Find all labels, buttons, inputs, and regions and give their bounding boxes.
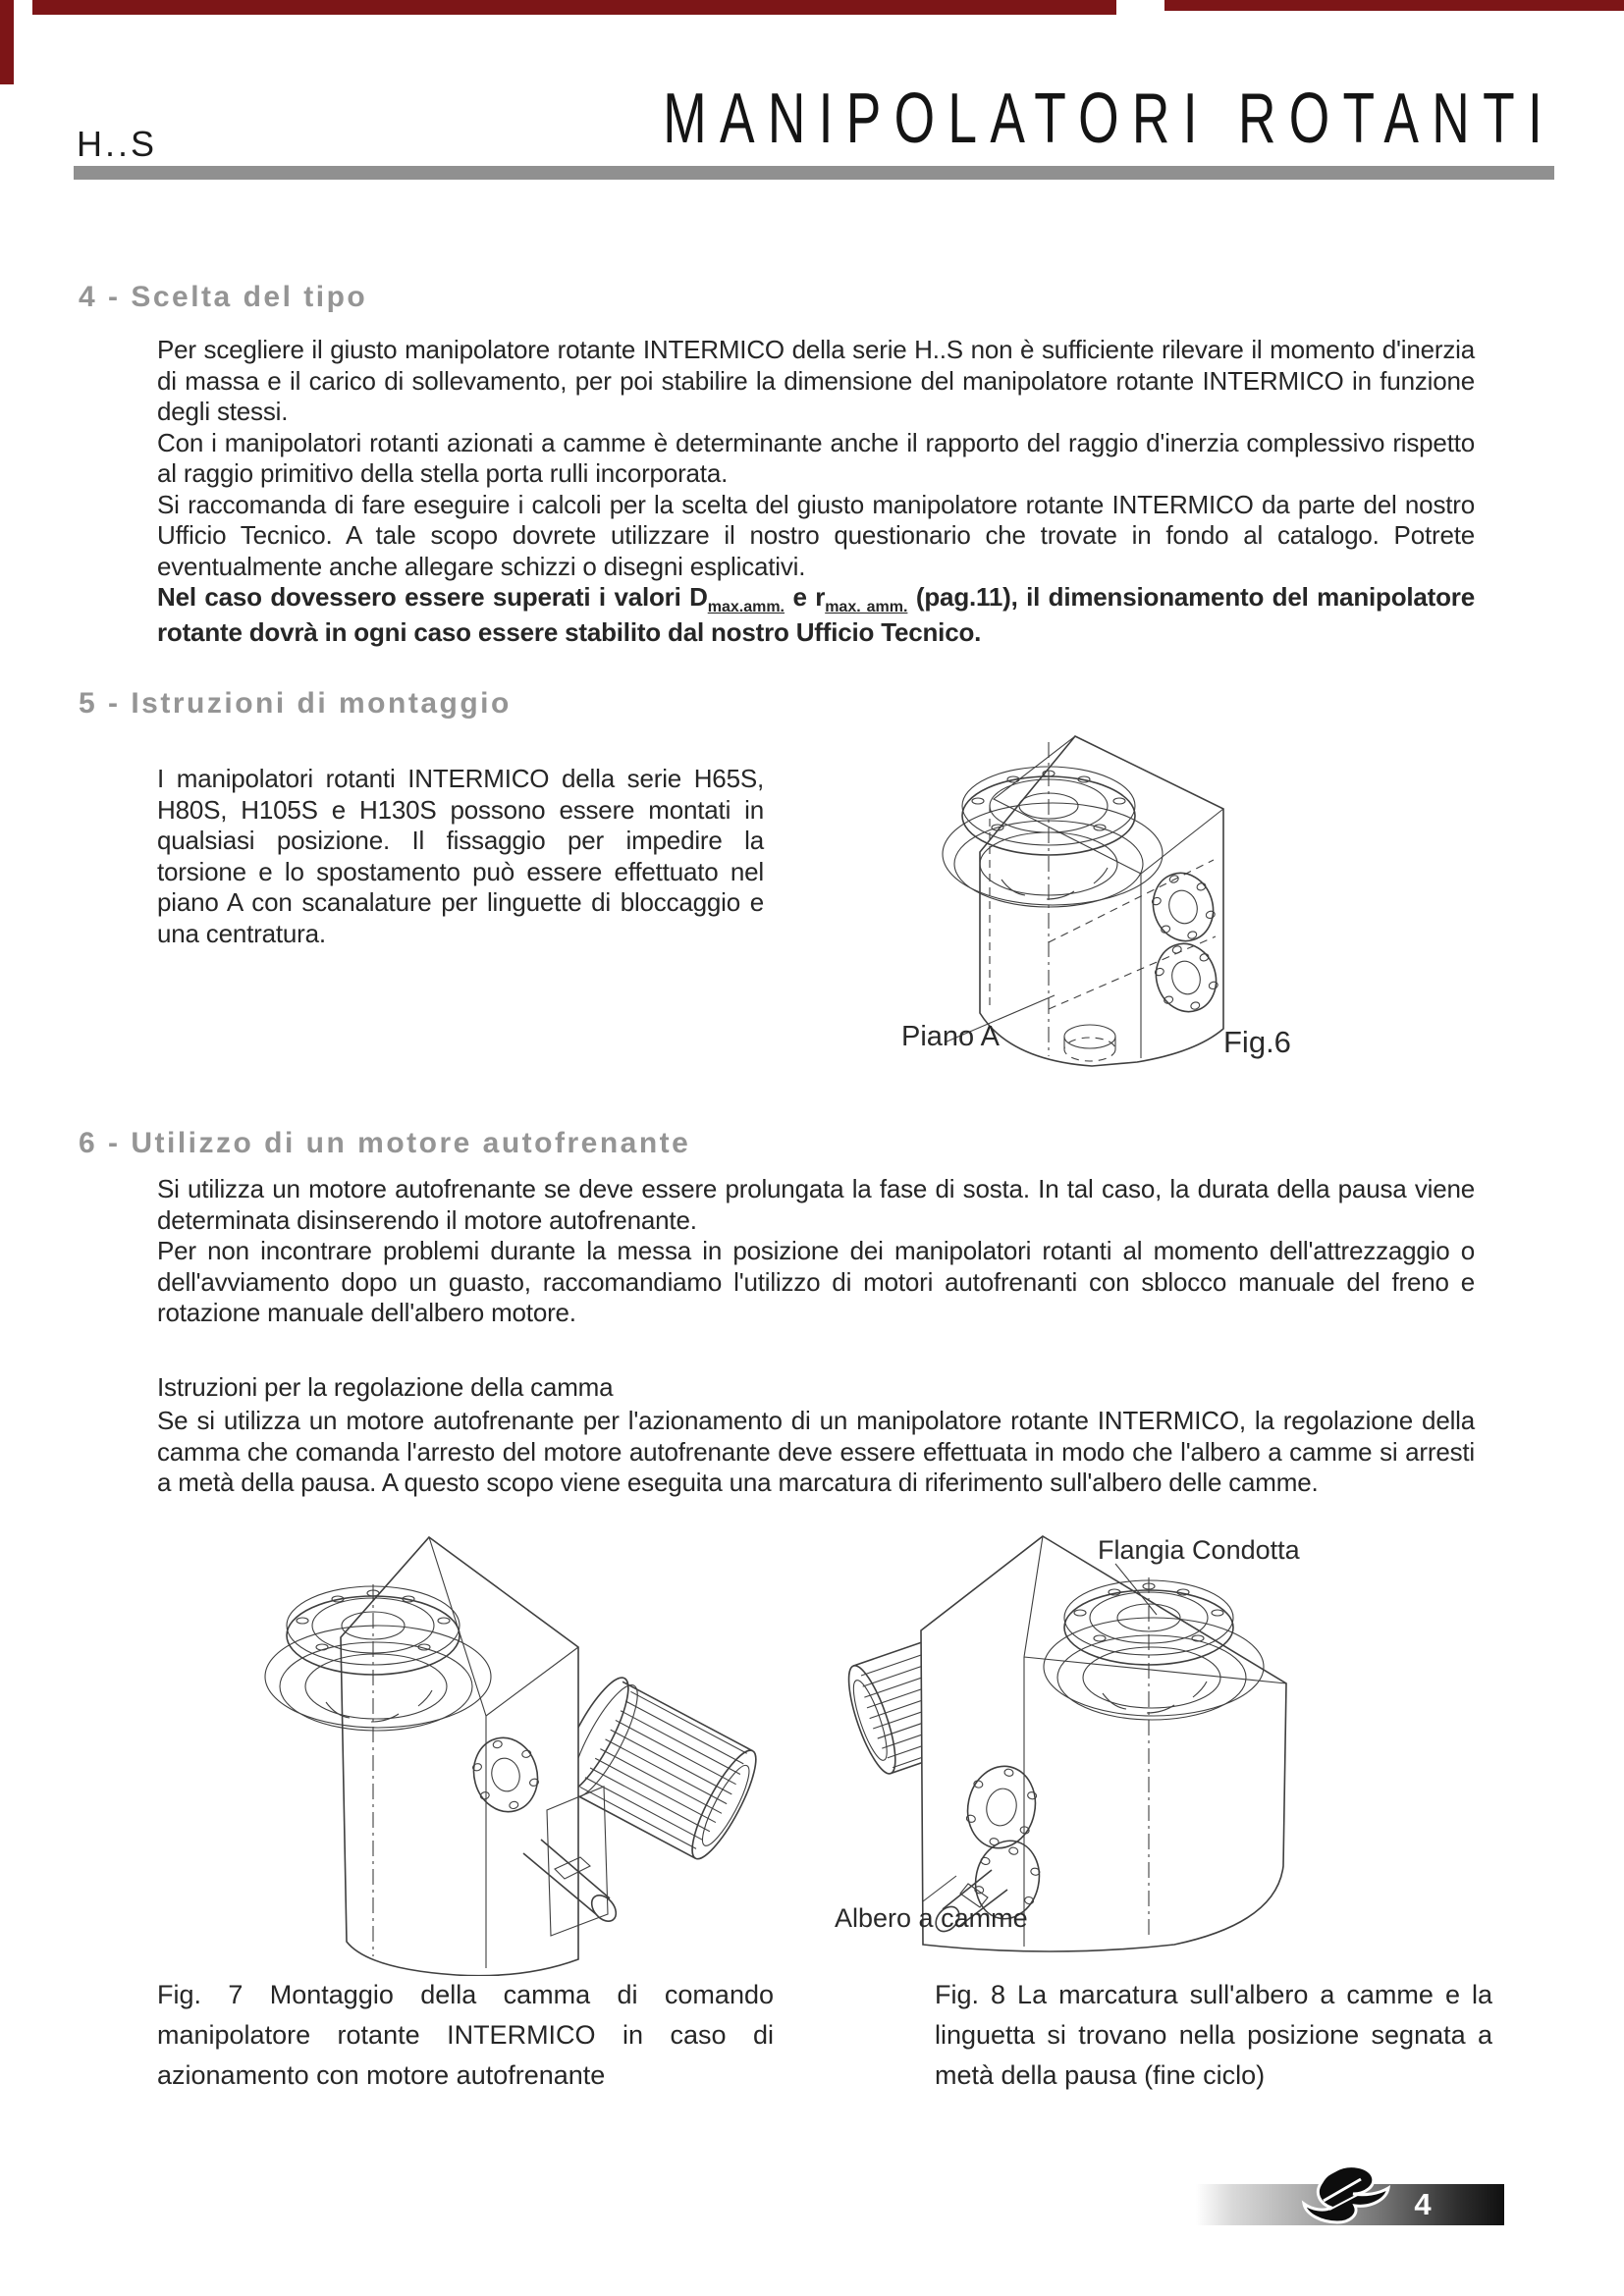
section4-paragraph-bold: Nel caso dovessero essere superati i valori $D_{max.amm.}$ e $r_{max. amm.}$ (pag.11), il dimensionamento del manipolatore rotante dovrà in ogni caso essere stabilito dal nostro Ufficio Tecnico. [157,582,1475,647]
section5-heading: 5 - Istruzioni di montaggio [79,687,512,720]
section6-paragraph-2: Per non incontrare problemi durante la messa in posizione dei manipolatori rotanti al momento dell'attrezzaggio o dell'avviamento dopo un guasto, raccomandiamo l'utilizzo di motori autofrenanti con sblocco manuale del freno e rotazione manuale dell'albero motore. [157,1236,1475,1327]
section4-heading: 4 - Scelta del tipo [79,281,368,313]
section4-paragraph-2: Con i manipolatori rotanti azionati a camme è determinante anche il rapporto del raggio d'inerzia complessivo rispetto al raggio primitivo della stella porta rulli incorporata. [157,427,1475,488]
brand-logo-icon [1296,2163,1398,2230]
section6-paragraph-3: Se si utilizza un motore autofrenante per l'azionamento di un manipolatore rotante INTERMICO, la regolazione della camma che comanda l'arresto del motore autofrenante deve essere effettuata in modo che l'albero a camme si arresti a metà della pausa. A questo scopo viene eseguita una marcatura di riferimento sull'albero delle camme. [157,1406,1475,1497]
section6-body-2 [157,1406,1475,1499]
fig6-label: Fig.6 [1223,1025,1291,1059]
section4-paragraph-3: Si raccomanda di fare eseguire i calcoli per la scelta del giusto manipolatore rotante INTERMICO da parte del nostro Ufficio Tecnico. A tale scopo dovrete utilizzare il nostro questionario che trovate in fondo al catalogo. Potrete eventualmente anche allegare schizzi o disegni esplicativi. [157,489,1475,581]
page-number: 4 [1414,2187,1432,2221]
fig7-drawing [162,1529,771,1976]
section5-body [157,764,764,949]
fig8-caption: Fig. 8 La marcatura sull'albero a camme e la linguetta si trovano nella posizione segnata a metà della pausa (fine ciclo) [935,1980,1492,2090]
fig8-flangia-condotta-label: Flangia Condotta [1098,1535,1300,1565]
section4-body [157,335,1475,648]
section4-paragraph-1: Per scegliere il giusto manipolatore rotante INTERMICO della serie H..S non è sufficiente rilevare il momento d'inerzia di massa e il carico di sollevamento, per poi stabilire la dimensione del manipolatore rotante INTERMICO in funzione degli stessi. [157,335,1475,426]
section6-heading: 6 - Utilizzo di un motore autofrenante [79,1127,691,1159]
section6-body [157,1174,1475,1329]
scan-red-bar-top-left [32,0,1116,15]
page-title: MANIPOLATORI ROTANTI [663,80,1555,158]
series-code: H..S [77,124,158,164]
scan-red-strip-left [0,0,14,84]
section5-paragraph-1: I manipolatori rotanti INTERMICO della serie H65S, H80S, H105S e H130S possono essere montati in qualsiasi posizione. Il fissaggio per impedire la torsione e lo spostamento può essere effettuato nel piano A con scanalature per linguette di bloccaggio e una centratura. [157,764,764,948]
scan-red-bar-top-right [1164,0,1624,11]
section6-subheading: Istruzioni per la regolazione della camma [157,1372,614,1402]
section6-paragraph-1: Si utilizza un motore autofrenante se deve essere prolungata la fase di sosta. In tal caso, la durata della pausa viene determinata disinserendo il motore autofrenante. [157,1174,1475,1235]
fig8-albero-a-camme-label: Albero a camme [835,1903,1028,1933]
header-rule [74,166,1554,180]
fig6-piano-a-label: Piano A [901,1021,1000,1052]
fig8-drawing [825,1534,1492,1956]
fig7-caption: Fig. 7 Montaggio della camma di comando manipolatore rotante INTERMICO in caso di azionamento con motore autofrenante [157,1980,774,2090]
